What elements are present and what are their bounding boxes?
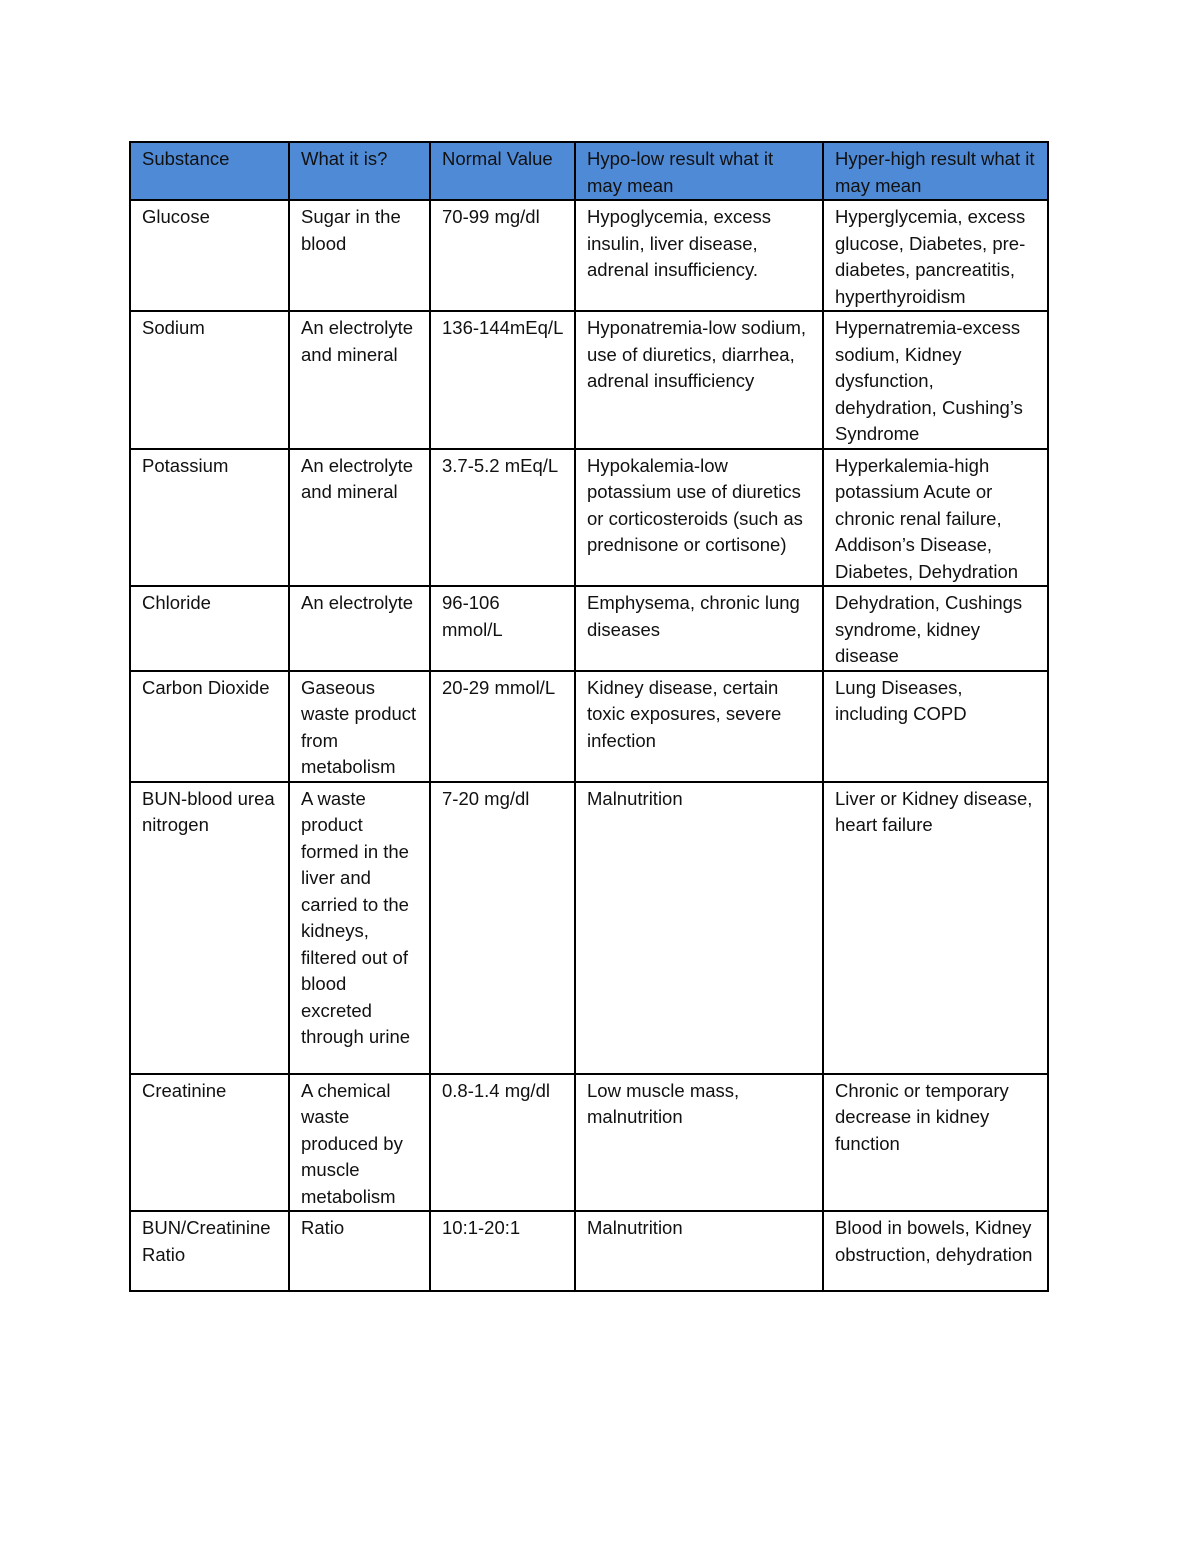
cell-substance: Creatinine xyxy=(130,1074,289,1212)
cell-what-it-is: An electrolyte xyxy=(289,586,430,671)
table-row-bun xyxy=(130,782,1048,1074)
cell-hyper-result: Liver or Kidney disease, heart failure xyxy=(823,782,1048,1074)
table-row-sodium xyxy=(130,311,1048,449)
cell-substance: Chloride xyxy=(130,586,289,671)
cell-normal-value: 136-144mEq/L xyxy=(430,311,575,449)
table-body xyxy=(130,200,1048,1291)
cell-normal-value: 7-20 mg/dl xyxy=(430,782,575,1074)
cell-substance: Sodium xyxy=(130,311,289,449)
cell-substance: Potassium xyxy=(130,449,289,587)
cell-normal-value: 10:1-20:1 xyxy=(430,1211,575,1291)
cell-hypo-result: Hypokalemia-low potassium use of diuretics or corticosteroids (such as prednisone or cortisone) xyxy=(575,449,823,587)
header-row xyxy=(130,142,1048,200)
header-what-it-is: What it is? xyxy=(289,142,430,200)
cell-hyper-result: Hyperkalemia-high potassium Acute or chronic renal failure, Addison’s Disease, Diabetes, Dehydration xyxy=(823,449,1048,587)
cell-hypo-result: Malnutrition xyxy=(575,1211,823,1291)
table-row-creatinine xyxy=(130,1074,1048,1212)
cell-substance: BUN/Creatinine Ratio xyxy=(130,1211,289,1291)
cell-what-it-is: An electrolyte and mineral xyxy=(289,449,430,587)
cell-hyper-result: Lung Diseases, including COPD xyxy=(823,671,1048,782)
cell-what-it-is: An electrolyte and mineral xyxy=(289,311,430,449)
table-header xyxy=(130,142,1048,200)
cell-hypo-result: Hypoglycemia, excess insulin, liver disease, adrenal insufficiency. xyxy=(575,200,823,311)
cell-hypo-result: Emphysema, chronic lung diseases xyxy=(575,586,823,671)
table-row-bun-creatinine-ratio xyxy=(130,1211,1048,1291)
table-row-carbon-dioxide xyxy=(130,671,1048,782)
table-row-potassium xyxy=(130,449,1048,587)
cell-what-it-is: Sugar in the blood xyxy=(289,200,430,311)
cell-hyper-result: Hyperglycemia, excess glucose, Diabetes, pre-diabetes, pancreatitis, hyperthyroidism xyxy=(823,200,1048,311)
lab-values-table xyxy=(129,141,1049,1292)
cell-hyper-result: Dehydration, Cushings syndrome, kidney disease xyxy=(823,586,1048,671)
cell-substance: Glucose xyxy=(130,200,289,311)
cell-normal-value: 0.8-1.4 mg/dl xyxy=(430,1074,575,1212)
table-row-glucose xyxy=(130,200,1048,311)
cell-hypo-result: Hyponatremia-low sodium, use of diuretics, diarrhea, adrenal insufficiency xyxy=(575,311,823,449)
cell-normal-value: 96-106 mmol/L xyxy=(430,586,575,671)
cell-substance: BUN-blood urea nitrogen xyxy=(130,782,289,1074)
cell-normal-value: 3.7-5.2 mEq/L xyxy=(430,449,575,587)
table-row-chloride xyxy=(130,586,1048,671)
cell-what-it-is: A chemical waste produced by muscle metabolism xyxy=(289,1074,430,1212)
cell-hypo-result: Low muscle mass, malnutrition xyxy=(575,1074,823,1212)
cell-what-it-is: Gaseous waste product from metabolism xyxy=(289,671,430,782)
cell-what-it-is: A waste product formed in the liver and carried to the kidneys, filtered out of blood excreted through urine xyxy=(289,782,430,1074)
cell-hypo-result: Malnutrition xyxy=(575,782,823,1074)
cell-normal-value: 20-29 mmol/L xyxy=(430,671,575,782)
cell-hyper-result: Chronic or temporary decrease in kidney function xyxy=(823,1074,1048,1212)
cell-what-it-is: Ratio xyxy=(289,1211,430,1291)
header-hypo-low-result: Hypo-low result what it may mean xyxy=(575,142,823,200)
header-substance: Substance xyxy=(130,142,289,200)
header-hyper-high-result: Hyper-high result what it may mean xyxy=(823,142,1048,200)
cell-hyper-result: Hypernatremia-excess sodium, Kidney dysfunction, dehydration, Cushing’s Syndrome xyxy=(823,311,1048,449)
cell-normal-value: 70-99 mg/dl xyxy=(430,200,575,311)
cell-hypo-result: Kidney disease, certain toxic exposures, severe infection xyxy=(575,671,823,782)
cell-hyper-result: Blood in bowels, Kidney obstruction, dehydration xyxy=(823,1211,1048,1291)
cell-substance: Carbon Dioxide xyxy=(130,671,289,782)
header-normal-value: Normal Value xyxy=(430,142,575,200)
